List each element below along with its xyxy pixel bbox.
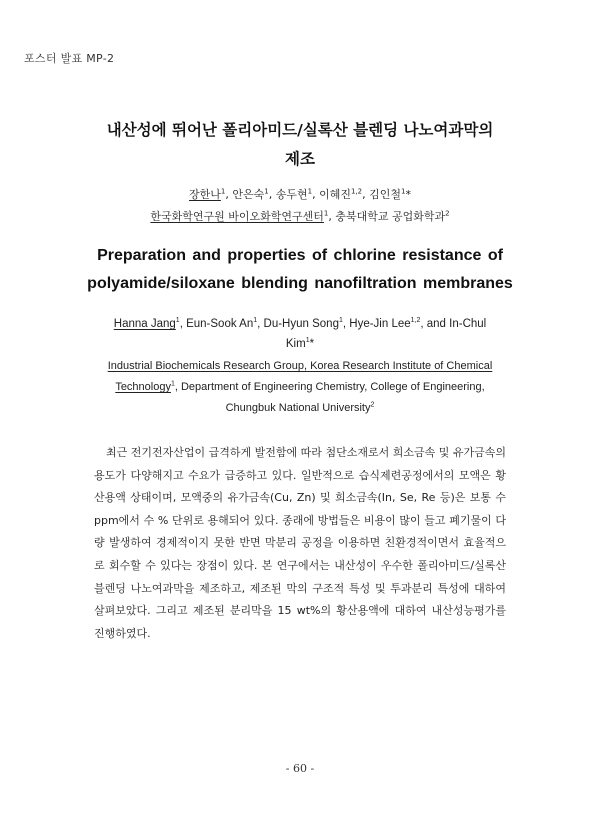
korean-affiliations: 한국화학연구원 바이오화학연구센터$^1$, 충북대학교 공업화학과$^2$ <box>150 209 450 223</box>
english-author-list-line-2 <box>80 334 520 354</box>
korean-author <box>189 188 232 201</box>
page-number: - 60 - <box>285 762 315 775</box>
korean-author-name: 이혜진 <box>319 188 351 201</box>
english-author-sup: 1 <box>175 317 180 325</box>
corresponding-mark: * <box>309 338 315 350</box>
author-separator: , and <box>420 318 450 330</box>
english-affiliation-line-3-sup: 2 <box>370 401 375 409</box>
english-affiliation-line-2-a: Technology <box>115 381 171 393</box>
english-author <box>186 318 263 330</box>
korean-affiliation-2-sup: 2 <box>445 209 450 218</box>
english-author-sup: 1,2 <box>410 317 421 325</box>
english-author-name: Kim <box>285 338 306 350</box>
author-separator: , <box>342 318 350 330</box>
author-separator: , <box>312 188 320 201</box>
korean-affiliation-1-sup: 1 <box>323 209 329 218</box>
korean-title <box>60 116 540 174</box>
korean-author-name: 김인철 <box>369 188 402 201</box>
author-separator: , <box>225 188 233 201</box>
author-separator: , <box>257 318 264 330</box>
english-author-name: In-Chul <box>449 318 487 330</box>
korean-affiliation-2: 충북대학교 공업화학과 <box>335 210 446 223</box>
korean-author <box>276 188 319 201</box>
korean-affiliation-1: 한국화학연구원 바이오화학연구센터 <box>150 210 324 223</box>
session-label: 포스터 발표 MP-2 <box>24 52 115 65</box>
english-title <box>40 242 560 298</box>
english-author-sup: 1 <box>338 317 343 325</box>
english-author-name: Hye-Jin Lee <box>349 318 411 330</box>
korean-author <box>232 188 275 201</box>
korean-author-sup: 1 <box>307 187 313 196</box>
english-affiliations <box>80 356 520 419</box>
author-separator: , <box>268 188 276 201</box>
author-separator: , <box>362 188 370 201</box>
english-author-sup: 1 <box>305 337 310 345</box>
english-authors-block <box>80 314 520 354</box>
english-affiliation-line-3-text: Chungbuk National University <box>225 402 371 414</box>
english-title-line-2: polyamide/siloxane blending nanofiltration membranes <box>87 275 513 292</box>
english-affiliation-line-2-sup: 1 <box>170 380 175 388</box>
korean-authors-block <box>60 184 540 228</box>
korean-title-line-2: 제조 <box>285 150 315 168</box>
korean-author-list <box>60 184 540 206</box>
korean-title-line-1: 내산성에 뛰어난 폴리아미드/실록산 블렌딩 나노여과막의 <box>106 121 494 139</box>
english-affiliation-line-2-b: , Department of Engineering Chemistry, College of Engineering, <box>174 381 485 393</box>
english-author-name: Hanna Jang <box>113 318 176 330</box>
korean-author <box>319 188 369 201</box>
english-author-list-line-1 <box>80 314 520 334</box>
english-affiliation-line-2 <box>80 377 520 398</box>
english-author <box>264 318 350 330</box>
korean-author-sup: 1 <box>401 187 406 196</box>
english-author-sup: 1 <box>253 317 258 325</box>
english-author-name: Eun-Sook An <box>186 318 254 330</box>
english-author <box>449 318 486 330</box>
korean-author <box>369 188 411 201</box>
korean-author-sup: 1 <box>220 187 226 196</box>
english-affiliation-line-1: Industrial Biochemicals Research Group, Korea Research Institute of Chemical <box>107 360 493 372</box>
korean-author-sup: 1 <box>264 187 269 196</box>
author-separator: , <box>179 318 187 330</box>
english-author-name: Du-Hyun Song <box>263 318 339 330</box>
english-author <box>349 318 449 330</box>
english-affiliation-line-3 <box>80 398 520 419</box>
english-title-line-1: Preparation and properties of chlorine resistance of <box>97 247 503 264</box>
english-author <box>114 318 186 330</box>
korean-author-name: 장한나 <box>189 188 221 201</box>
corresponding-mark: * <box>405 188 411 201</box>
korean-author-name: 송두현 <box>275 188 308 201</box>
korean-author-name: 안은숙 <box>232 188 265 201</box>
korean-author-sup: 1,2 <box>350 187 363 196</box>
abstract-paragraph: 최근 전기전자산업이 급격하게 발전함에 따라 첨단소재로서 희소금속 및 유가금속의 용도가 다양해지고 수요가 급증하고 있다. 일반적으로 습식제련공정에서의 모액은 황산용액 상태이며, 모액중의 유가금속(Cu, Zn) 및 희소금속(In, Se, Re 등)은 보통 수 ppm에서 수 % 단위로 용해되어 있다. 종래에 방법들은 비용이 많이 들고 폐기물이 다량 발생하여 경제적이지 못한 반면 막분리 공정을 이용하면 친환경적이면서 효율적으로 회수할 수 있다는 장점이 있다. 본 연구에서는 내산성이 우수한 폴리아미드/실록산 블렌딩 나노여과막을 제조하고, 제조된 막의 구조적 특성 및 투과분리 특성에 대하여 살펴보았다. 그리고 제조된 분리막을 15 wt%의 황산용액에 대하여 내산성능평가를 진행하였다. <box>94 446 506 640</box>
